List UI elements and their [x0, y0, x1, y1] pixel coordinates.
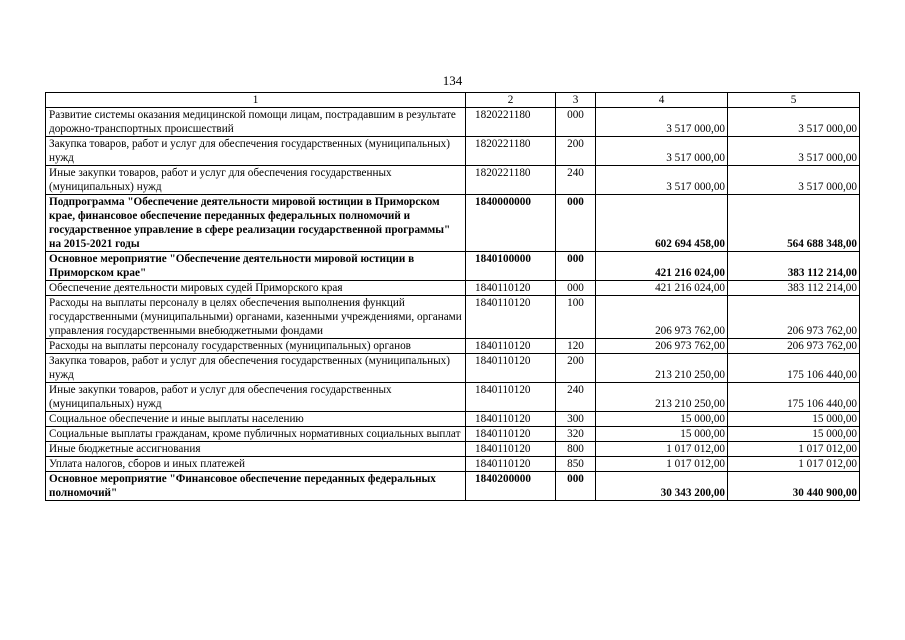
expense-type-code: 240: [556, 166, 596, 195]
amount-col-4: 30 343 200,00: [596, 472, 728, 501]
table-row: [46, 339, 860, 354]
table-row: [46, 296, 860, 339]
table-row: [46, 442, 860, 457]
target-article-code: 1840100000: [466, 252, 556, 281]
amount-col-5: 1 017 012,00: [728, 442, 860, 457]
target-article-code: 1820221180: [466, 137, 556, 166]
expense-type-code: 300: [556, 412, 596, 427]
amount-col-5: 15 000,00: [728, 427, 860, 442]
amount-col-4: 213 210 250,00: [596, 354, 728, 383]
table-row: [46, 137, 860, 166]
table-body: [46, 108, 860, 501]
expense-type-code: 200: [556, 354, 596, 383]
table-row: [46, 166, 860, 195]
row-name: Основное мероприятие "Обеспечение деятельности мировой юстиции в Приморском крае": [46, 252, 466, 281]
amount-col-5: 15 000,00: [728, 412, 860, 427]
row-name: Иные закупки товаров, работ и услуг для обеспечения государственных (муниципальных) нужд: [46, 383, 466, 412]
header-col-2: 2: [466, 93, 556, 108]
row-name: Основное мероприятие "Финансовое обеспечение переданных федеральных полномочий": [46, 472, 466, 501]
expense-type-code: 850: [556, 457, 596, 472]
amount-col-4: 15 000,00: [596, 427, 728, 442]
expense-type-code: 800: [556, 442, 596, 457]
expense-type-code: 200: [556, 137, 596, 166]
expense-type-code: 000: [556, 252, 596, 281]
header-col-1: 1: [46, 93, 466, 108]
amount-col-5: 383 112 214,00: [728, 281, 860, 296]
target-article-code: 1840110120: [466, 457, 556, 472]
target-article-code: 1840200000: [466, 472, 556, 501]
row-name: Социальные выплаты гражданам, кроме публичных нормативных социальных выплат: [46, 427, 466, 442]
header-row: [46, 93, 860, 108]
amount-col-5: 3 517 000,00: [728, 166, 860, 195]
amount-col-4: 1 017 012,00: [596, 442, 728, 457]
table-row: [46, 412, 860, 427]
table-row: [46, 354, 860, 383]
row-name: Закупка товаров, работ и услуг для обеспечения государственных (муниципальных) нужд: [46, 354, 466, 383]
amount-col-4: 213 210 250,00: [596, 383, 728, 412]
row-name: Иные закупки товаров, работ и услуг для обеспечения государственных (муниципальных) нужд: [46, 166, 466, 195]
row-name: Расходы на выплаты персоналу государственных (муниципальных) органов: [46, 339, 466, 354]
amount-col-5: 206 973 762,00: [728, 339, 860, 354]
row-name: Обеспечение деятельности мировых судей Приморского края: [46, 281, 466, 296]
header-col-4: 4: [596, 93, 728, 108]
target-article-code: 1840110120: [466, 296, 556, 339]
table-row: [46, 472, 860, 501]
table-row: [46, 252, 860, 281]
row-name: Расходы на выплаты персоналу в целях обеспечения выполнения функций государственными (муниципальными) органами, казенными учреждениями, органами управления государственными внебюджетными фондами: [46, 296, 466, 339]
amount-col-5: 206 973 762,00: [728, 296, 860, 339]
table-row: [46, 457, 860, 472]
row-name: Уплата налогов, сборов и иных платежей: [46, 457, 466, 472]
table-row: [46, 281, 860, 296]
amount-col-5: 1 017 012,00: [728, 457, 860, 472]
expense-type-code: 000: [556, 195, 596, 252]
expense-type-code: 000: [556, 472, 596, 501]
amount-col-4: 1 017 012,00: [596, 457, 728, 472]
target-article-code: 1840110120: [466, 339, 556, 354]
amount-col-4: 15 000,00: [596, 412, 728, 427]
amount-col-5: 3 517 000,00: [728, 108, 860, 137]
table-row: [46, 427, 860, 442]
expense-type-code: 320: [556, 427, 596, 442]
amount-col-4: 206 973 762,00: [596, 296, 728, 339]
header-col-3: 3: [556, 93, 596, 108]
amount-col-4: 3 517 000,00: [596, 166, 728, 195]
amount-col-4: 602 694 458,00: [596, 195, 728, 252]
target-article-code: 1840110120: [466, 383, 556, 412]
table-row: [46, 195, 860, 252]
table-row: [46, 108, 860, 137]
target-article-code: 1840110120: [466, 442, 556, 457]
amount-col-5: 3 517 000,00: [728, 137, 860, 166]
amount-col-5: 175 106 440,00: [728, 354, 860, 383]
target-article-code: 1840110120: [466, 427, 556, 442]
amount-col-4: 206 973 762,00: [596, 339, 728, 354]
expense-type-code: 000: [556, 281, 596, 296]
table-row: [46, 383, 860, 412]
expense-type-code: 120: [556, 339, 596, 354]
target-article-code: 1820221180: [466, 166, 556, 195]
row-name: Развитие системы оказания медицинской помощи лицам, пострадавшим в результате дорожно-транспортных происшествий: [46, 108, 466, 137]
expense-type-code: 000: [556, 108, 596, 137]
amount-col-4: 3 517 000,00: [596, 108, 728, 137]
target-article-code: 1840110120: [466, 281, 556, 296]
target-article-code: 1820221180: [466, 108, 556, 137]
row-name: Закупка товаров, работ и услуг для обеспечения государственных (муниципальных) нужд: [46, 137, 466, 166]
amount-col-5: 564 688 348,00: [728, 195, 860, 252]
page-number: 134: [442, 73, 463, 88]
amount-col-4: 421 216 024,00: [596, 252, 728, 281]
amount-col-5: 383 112 214,00: [728, 252, 860, 281]
header-col-5: 5: [728, 93, 860, 108]
target-article-code: 1840110120: [466, 412, 556, 427]
row-name: Социальное обеспечение и иные выплаты населению: [46, 412, 466, 427]
row-name: Подпрограмма "Обеспечение деятельности мировой юстиции в Приморском крае, финансовое обеспечение переданных федеральных полномочий и государственное управление в сфере реализации государственной программы" на 2015-2021 годы: [46, 195, 466, 252]
expense-type-code: 240: [556, 383, 596, 412]
amount-col-4: 3 517 000,00: [596, 137, 728, 166]
amount-col-4: 421 216 024,00: [596, 281, 728, 296]
row-name: Иные бюджетные ассигнования: [46, 442, 466, 457]
amount-col-5: 30 440 900,00: [728, 472, 860, 501]
target-article-code: 1840000000: [466, 195, 556, 252]
target-article-code: 1840110120: [466, 354, 556, 383]
amount-col-5: 175 106 440,00: [728, 383, 860, 412]
expense-type-code: 100: [556, 296, 596, 339]
budget-table: [45, 92, 860, 501]
